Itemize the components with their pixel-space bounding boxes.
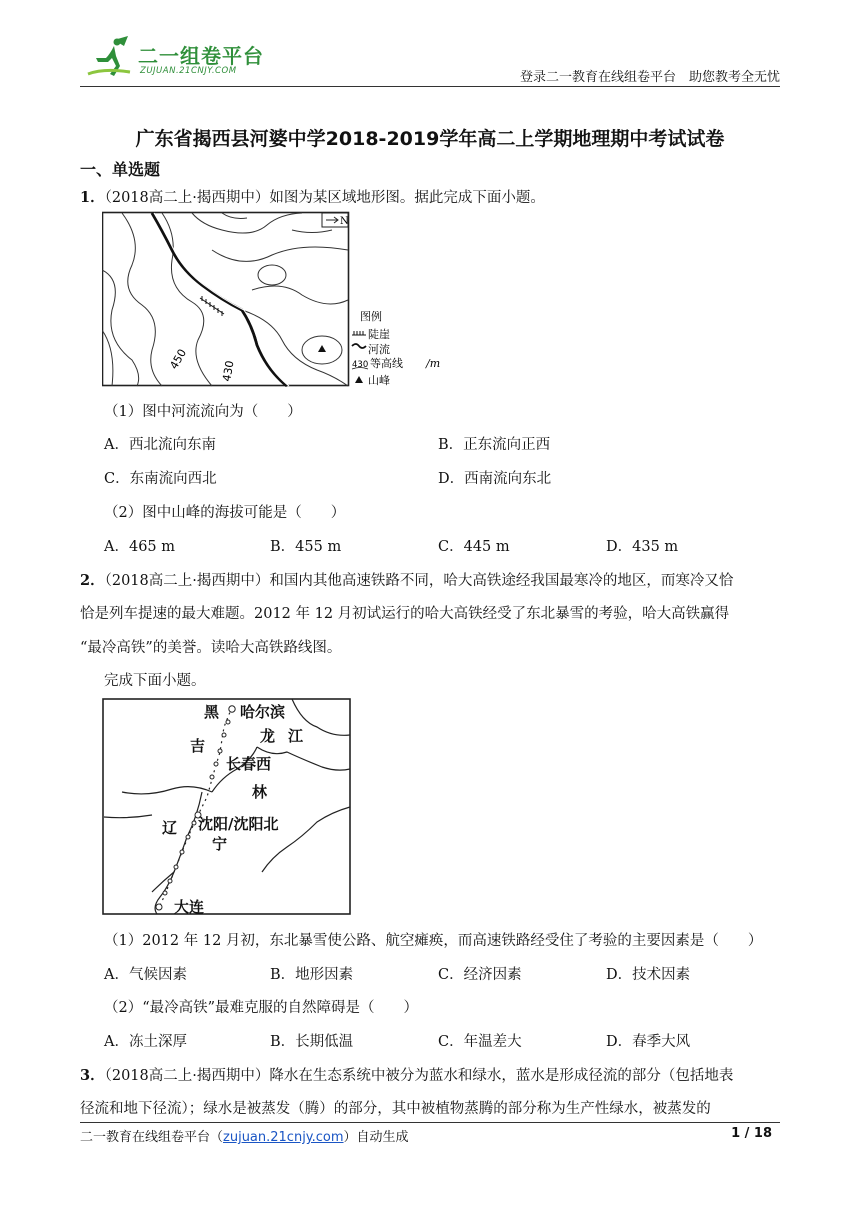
legend-cliff: 陡崖: [368, 328, 390, 341]
question-text: 如图为某区域地形图。据此完成下面小题。: [269, 190, 545, 206]
question-1-sub-1: （1）图中河流流向为（ ）: [104, 404, 302, 420]
liaoning-label-2: 宁: [212, 835, 228, 853]
option-c[interactable]: C．东南流向西北: [104, 471, 217, 487]
section-heading: 一、单选题: [80, 160, 161, 179]
question-2-line-4: 完成下面小题。: [104, 673, 206, 689]
header-rule: [80, 86, 780, 87]
question-2-stem: [80, 569, 733, 590]
legend-river: 河流: [368, 343, 390, 356]
north-label: N: [340, 216, 349, 227]
option-d[interactable]: D．435 m: [606, 539, 679, 555]
legend-unit: /m: [426, 357, 441, 370]
question-source: （2018高二上·揭西期中）: [104, 573, 270, 589]
question-2-sub-1: （1）2012 年 12 月初，东北暴雪使公路、航空瘫痪，而高速铁路经受住了考验的主要因素是（ ）: [104, 933, 763, 949]
legend-peak: 山峰: [368, 374, 390, 387]
page-number: 1 / 18: [731, 1126, 772, 1141]
question-text: 和国内其他高速铁路不同，哈大高铁途经我国最寒冷的地区，而寒冷又恰: [269, 573, 734, 589]
header-slogan: 登录二一教育在线组卷平台 助您教考全无忧: [519, 70, 780, 85]
option-a[interactable]: A．冻土深厚: [104, 1034, 187, 1050]
topographic-map-figure: [102, 210, 452, 390]
option-c[interactable]: C．经济因素: [438, 967, 522, 983]
footer-link[interactable]: zujuan.21cnjy.com: [223, 1130, 344, 1145]
footer-rule: [80, 1122, 780, 1123]
jilin-label-1: 吉: [190, 737, 206, 755]
footer-source: [80, 1126, 409, 1145]
site-logo[interactable]: [84, 34, 284, 80]
railway-map: [102, 697, 352, 917]
question-text: 降水在生态系统中被分为蓝水和绿水，蓝水是形成径流的部分（包括地表: [269, 1068, 734, 1084]
river-legend-icon: [352, 344, 366, 348]
option-a[interactable]: A．气候因素: [104, 967, 187, 983]
legend-contour-number: 430: [352, 360, 369, 370]
question-2-line-2: 恰是列车提速的最大难题。2012 年 12 月初试运行的哈大高铁经受了东北暴雪的考验，哈大高铁赢得: [80, 606, 730, 622]
railway-map-figure: [102, 697, 352, 917]
logo-url: ZUJUAN.21CNJY.COM: [140, 66, 237, 76]
option-d[interactable]: D．技术因素: [606, 967, 691, 983]
question-number: 3．: [80, 1067, 105, 1084]
question-3-stem: [80, 1064, 733, 1085]
question-2-line-3: “最冷高铁”的美誉。读哈大高铁路线图。: [80, 640, 342, 656]
option-c[interactable]: C．年温差大: [438, 1034, 522, 1050]
question-source: （2018高二上·揭西期中）: [104, 1068, 270, 1084]
runner-logo-icon: [84, 34, 136, 80]
option-b[interactable]: B．长期低温: [270, 1034, 354, 1050]
option-d[interactable]: D．西南流向东北: [438, 471, 552, 487]
option-a[interactable]: A．西北流向东南: [104, 437, 216, 453]
heilongjiang-label-1: 黑: [204, 703, 220, 721]
question-1-sub-2: （2）图中山峰的海拔可能是（ ）: [104, 505, 346, 521]
option-c[interactable]: C．445 m: [438, 539, 510, 555]
legend-title: 图例: [360, 310, 382, 323]
question-2-sub-2: （2）“最冷高铁”最难克服的自然障碍是（ ）: [104, 1000, 419, 1016]
question-1-stem: [80, 186, 545, 207]
peak-legend-icon: [355, 376, 363, 383]
dalian-label: 大连: [174, 898, 205, 916]
document-title: 广东省揭西县河婆中学2018-2019学年高二上学期地理期中考试试卷: [135, 128, 725, 150]
harbin-label: 哈尔滨: [240, 703, 286, 721]
legend-contour: 等高线: [370, 357, 403, 370]
heilongjiang-label-2: 龙: [260, 727, 276, 745]
logo-title: 二一组卷平台: [138, 44, 264, 68]
heilongjiang-label-3: 江: [288, 727, 304, 745]
question-number: 1．: [80, 189, 105, 206]
question-number: 2．: [80, 572, 105, 589]
footer-prefix: 二一教育在线组卷平台（: [80, 1130, 224, 1145]
option-b[interactable]: B．455 m: [270, 539, 342, 555]
changchunxi-label: 长春西: [226, 755, 272, 773]
topographic-map: [102, 210, 452, 390]
option-a[interactable]: A．465 m: [104, 539, 176, 555]
contour-label-430: 430: [220, 359, 237, 383]
option-b[interactable]: B．正东流向正西: [438, 437, 551, 453]
option-d[interactable]: D．春季大风: [606, 1034, 691, 1050]
liaoning-label-1: 辽: [162, 819, 178, 837]
shenyang-label: 沈阳/沈阳北: [198, 815, 279, 833]
jilin-label-2: 林: [252, 783, 268, 801]
footer-suffix-text: ）自动生成: [343, 1130, 409, 1145]
contour-label-450: 450: [167, 346, 190, 372]
question-3-line-2: 径流和地下径流）；绿水是被蒸发（腾）的部分，其中被植物蒸腾的部分称为生产性绿水，被蒸发的: [80, 1101, 711, 1117]
option-b[interactable]: B．地形因素: [270, 967, 354, 983]
question-source: （2018高二上·揭西期中）: [104, 190, 270, 206]
